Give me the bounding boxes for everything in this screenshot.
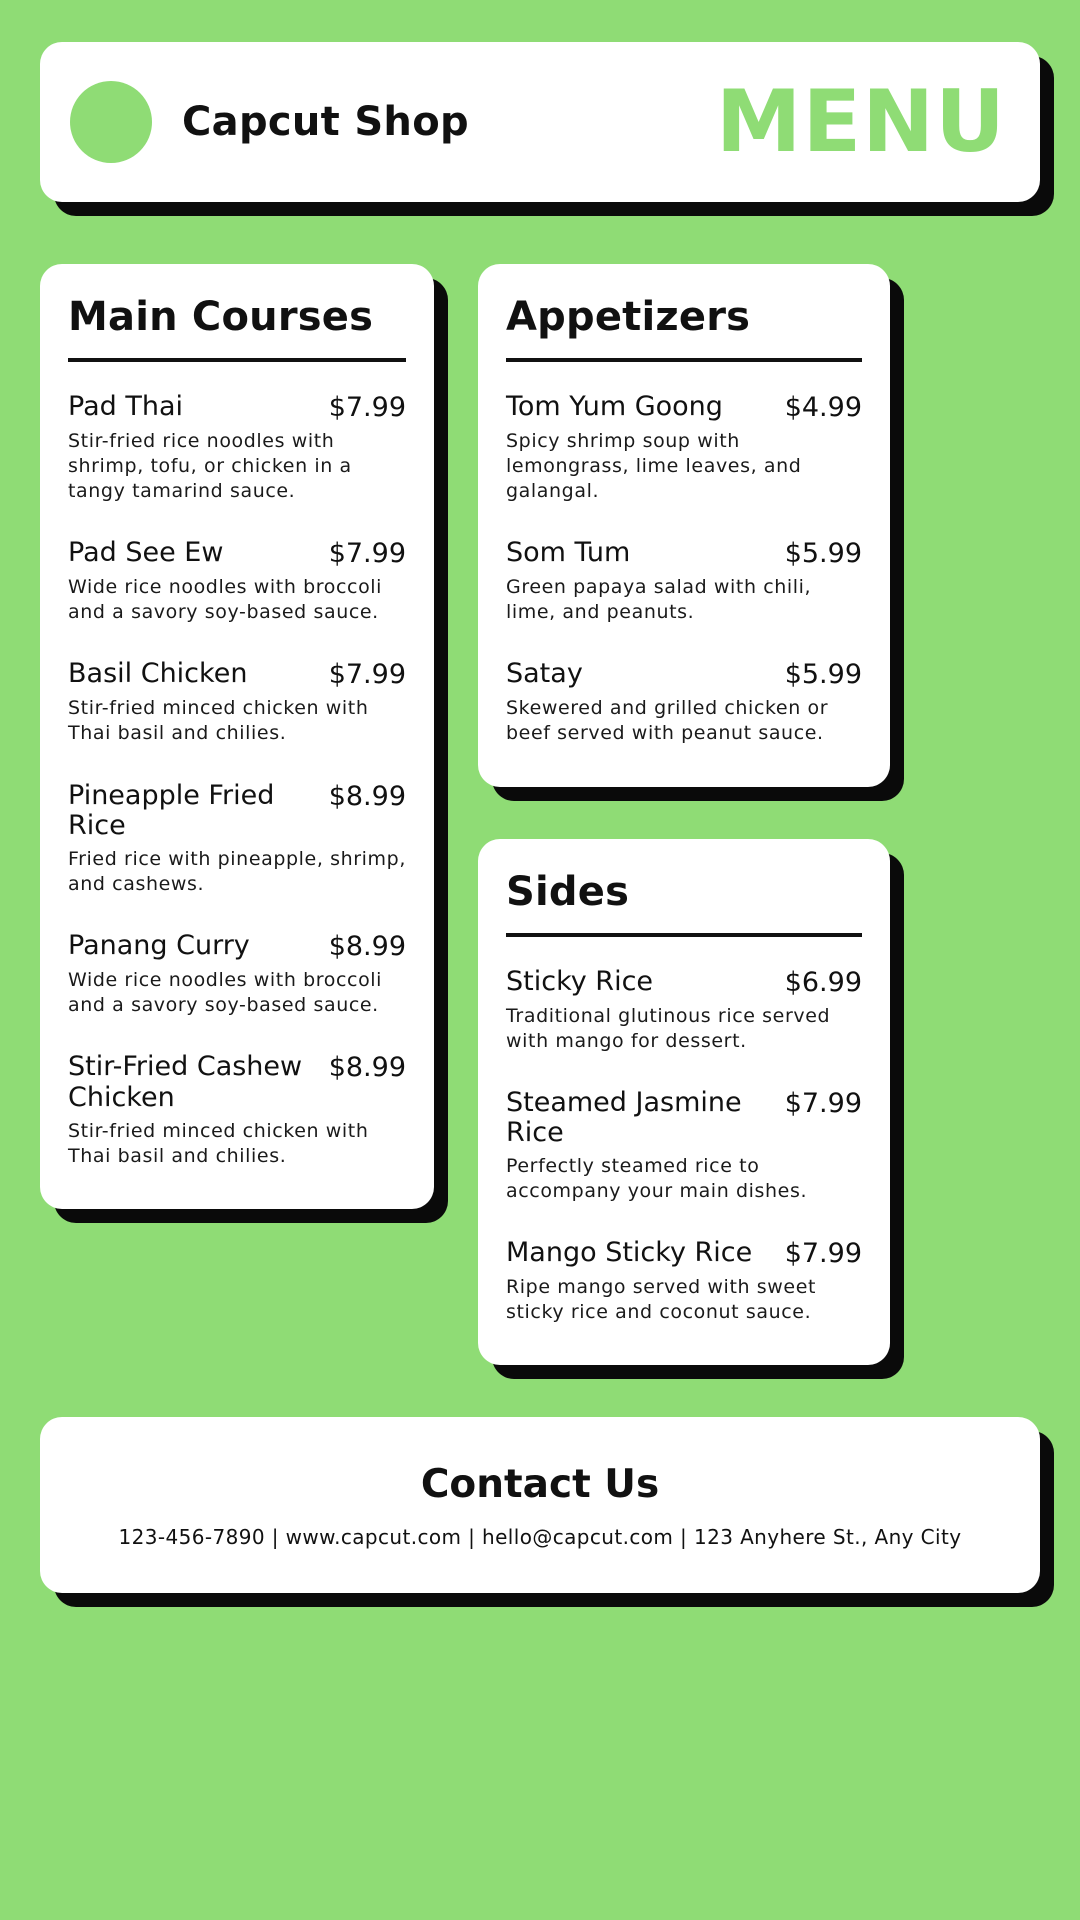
menu-item-name: Satay — [506, 658, 583, 690]
section-divider — [506, 358, 862, 362]
menu-item-name: Sticky Rice — [506, 965, 654, 997]
menu-item-price: $8.99 — [328, 780, 406, 812]
menu-item — [506, 1088, 862, 1205]
section-appetizers — [478, 264, 890, 787]
menu-item-price: $6.99 — [784, 966, 862, 998]
menu-item-description: Wide rice noodles with broccoli and a savory soy-based sauce. — [68, 969, 383, 1017]
menu-item — [68, 659, 406, 746]
contact-title: Contact Us — [420, 1461, 660, 1507]
menu-item-price: $8.99 — [328, 931, 406, 963]
menu-item-name: Tom Yum Goong — [506, 391, 723, 422]
shop-name: Capcut Shop — [182, 99, 469, 145]
menu-item-description: Perfectly steamed rice to accompany your main dishes. — [506, 1155, 808, 1203]
menu-item-name: Mango Sticky Rice — [506, 1237, 753, 1269]
menu-item — [68, 781, 406, 898]
header-card — [40, 42, 1040, 202]
menu-item-description: Stir-fried minced chicken with Thai basil and chilies. — [68, 1119, 369, 1167]
menu-item-name: Stir-Fried Cashew Chicken — [68, 1051, 303, 1113]
menu-title: MENU — [715, 72, 1006, 172]
menu-item-head — [506, 1088, 862, 1148]
menu-item-description: Spicy shrimp soup with lemongrass, lime leaves, and galangal. — [506, 430, 802, 503]
menu-item-name: Pad See Ew — [68, 537, 224, 569]
left-column — [40, 264, 434, 1209]
menu-item-description: Skewered and grilled chicken or beef served with peanut sauce. — [506, 697, 829, 745]
menu-item-price: $5.99 — [784, 659, 862, 691]
section-divider — [506, 933, 862, 937]
menu-item-price: $7.99 — [784, 1238, 862, 1270]
section-title: Sides — [506, 868, 630, 915]
menu-item — [68, 392, 406, 504]
menu-item-name: Pineapple Fried Rice — [68, 779, 275, 841]
menu-item-head — [506, 659, 862, 690]
menu-item-head — [506, 1238, 862, 1269]
menu-item-head — [68, 659, 406, 690]
menu-item-head — [506, 392, 862, 423]
menu-item-price: $7.99 — [784, 1087, 862, 1119]
menu-item-price: $5.99 — [784, 538, 862, 570]
menu-item-head — [68, 931, 406, 962]
section-title: Appetizers — [506, 294, 751, 340]
menu-item-head — [68, 1052, 406, 1112]
section-title: Main Courses — [68, 294, 374, 340]
section-main-courses — [40, 264, 434, 1209]
menu-item-name: Basil Chicken — [68, 658, 248, 690]
contact-card — [40, 1417, 1040, 1593]
menu-item — [506, 1238, 862, 1325]
menu-item-description: Stir-fried rice noodles with shrimp, tofu, or chicken in a tangy tamarind sauce. — [68, 430, 352, 503]
menu-item-price: $4.99 — [784, 392, 862, 423]
menu-columns — [40, 264, 1040, 1365]
menu-item-description: Green papaya salad with chili, lime, and peanuts. — [506, 576, 812, 624]
menu-item-price: $7.99 — [328, 392, 406, 423]
menu-item-head — [68, 538, 406, 569]
menu-item — [68, 1052, 406, 1169]
menu-item-name: Pad Thai — [68, 391, 183, 422]
menu-item — [68, 931, 406, 1018]
menu-item-head — [68, 781, 406, 841]
menu-item — [506, 538, 862, 625]
menu-item — [506, 659, 862, 746]
menu-item-name: Som Tum — [506, 537, 631, 569]
menu-item-head — [506, 538, 862, 569]
menu-item — [68, 538, 406, 625]
menu-item-head — [506, 967, 862, 998]
right-column — [478, 264, 890, 1365]
menu-item — [506, 392, 862, 504]
menu-item-description: Stir-fried minced chicken with Thai basil and chilies. — [68, 697, 369, 745]
menu-item-price: $7.99 — [328, 538, 406, 570]
menu-item-name: Steamed Jasmine Rice — [506, 1086, 742, 1148]
section-divider — [68, 358, 406, 362]
section-sides — [478, 839, 890, 1366]
menu-item-description: Traditional glutinous rice served with mango for dessert. — [506, 1004, 831, 1052]
menu-item-description: Fried rice with pineapple, shrimp, and cashews. — [68, 848, 406, 896]
menu-item-description: Ripe mango served with sweet sticky rice and coconut sauce. — [506, 1276, 817, 1324]
menu-item-price: $8.99 — [328, 1052, 406, 1084]
menu-item-price: $7.99 — [328, 659, 406, 691]
menu-item-description: Wide rice noodles with broccoli and a savory soy-based sauce. — [68, 576, 383, 624]
menu-item — [506, 967, 862, 1054]
menu-item-name: Panang Curry — [68, 930, 250, 962]
circle-logo-icon — [70, 81, 152, 163]
contact-details: 123-456-7890 | www.capcut.com | hello@capcut.com | 123 Anyhere St., Any City — [118, 1524, 962, 1549]
menu-item-head — [68, 392, 406, 423]
